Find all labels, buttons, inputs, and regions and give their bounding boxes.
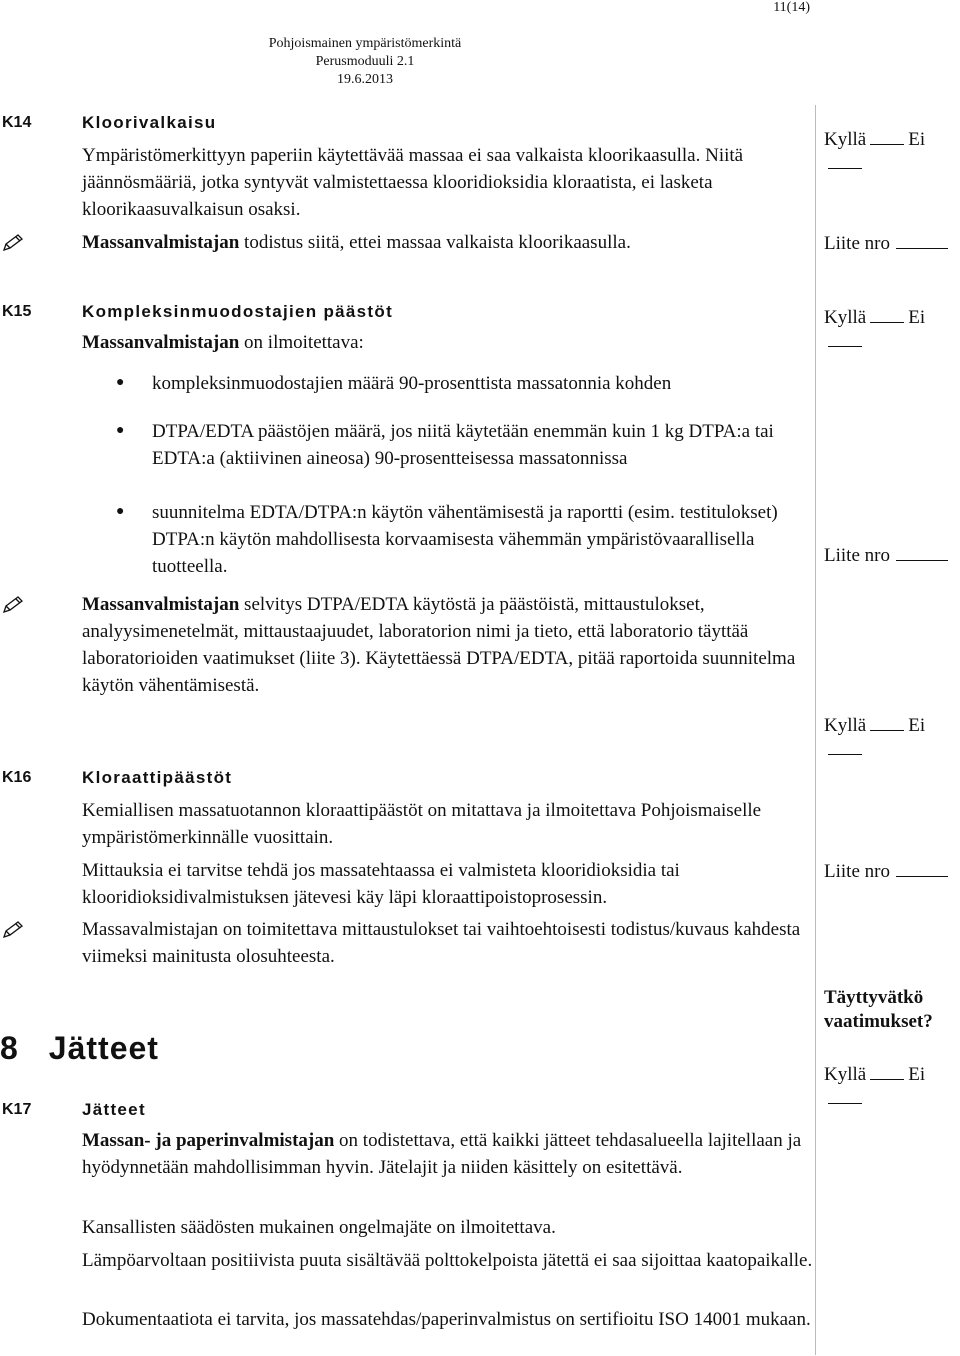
k14-yes-no [824, 128, 960, 176]
no-label: Ei [908, 1064, 926, 1085]
attachment-label: Liite nro [824, 233, 890, 254]
k16-note: Massavalmistajan on toimitettava mittaustulokset tai vaihtoehtoisesti todistus/kuvaus kahdesta viimeksi mainitusta olosuhteesta. [82, 919, 801, 967]
pencil-note-icon [2, 596, 24, 614]
header-date: 19.6.2013 [337, 72, 393, 87]
k14-code: K14 [2, 114, 32, 131]
k16-paragraph-1: Kemiallisen massatuotannon kloraattipäästöt on mitattava ja ilmoitettava Pohjoismaiselle ympäristömerkinnälle vuosittain. [82, 800, 762, 848]
yes-label: Kyllä [824, 1064, 867, 1085]
k14-text: Ympäristömerkittyyn paperiin käytettävää massaa ei saa valkaista kloorikaasulla. Niitä jäännösmääriä, jotka syntyvät valmistettaessa klooridioksidia kloraatista, ei lasketa kloorikaasuvalkaisun osaksi. [82, 145, 744, 220]
k17-title: Jätteet [82, 1100, 146, 1119]
yes-label: Kyllä [824, 129, 867, 150]
yes-label: Kyllä [824, 307, 867, 328]
k14-note [82, 229, 817, 256]
fulfils-question [824, 986, 933, 1034]
k15-intro-text: on ilmoitettava: [239, 332, 364, 353]
header-org: Pohjoismainen ympäristömerkintä [268, 36, 462, 51]
section-heading [0, 1030, 159, 1067]
bullet-marker: ● [116, 504, 125, 519]
k17-paragraph-2: Kansallisten säädösten mukainen ongelmajäte on ilmoitettava. [82, 1217, 556, 1238]
k15-note-bold: Massanvalmistajan [82, 594, 240, 615]
k16-code: K16 [2, 769, 32, 786]
section-number: 8 [0, 1030, 19, 1066]
attachment-label: Liite nro [824, 861, 890, 882]
no-label: Ei [908, 129, 926, 150]
k14-title: Kloorivalkaisu [82, 113, 217, 132]
section-title: Jätteet [48, 1030, 159, 1066]
k17-p1-bold: Massan- ja paperinvalmistajan [82, 1130, 335, 1151]
no-blank[interactable] [828, 168, 862, 169]
k15-bullet-1: kompleksinmuodostajien määrä 90-prosenttista massatonnia kohden [152, 373, 672, 394]
k15-note-text: selvitys DTPA/EDTA käytöstä ja päästöistä, mittaustulokset, analyysimenetelmät, mittaustaajuudet, laboratorion nimi ja tieto, että laboratorio täyttää laboratorioiden vaatimukset (liite 3). Käytettäessä DTPA/EDTA, pitää raportoida suunnitelma käytön vähentämisestä. [82, 594, 796, 696]
header-module: Perusmoduuli 2.1 [315, 54, 415, 69]
k16-attachment [824, 860, 948, 884]
k15-title: Kompleksinmuodostajien päästöt [82, 302, 394, 321]
attachment-blank[interactable] [896, 560, 948, 561]
k16-paragraph-2: Mittauksia ei tarvitse tehdä jos massatehtaassa ei valmisteta klooridioksidia tai klooridioksidivalmistuksen jätevesi käy läpi kloraattipoistoprosessin. [82, 860, 680, 908]
k17-paragraph-1 [82, 1127, 817, 1181]
fulfils-line-2: vaatimukset? [824, 1011, 933, 1032]
fulfils-line-1: Täyttyvätkö [824, 987, 924, 1008]
yes-blank[interactable] [870, 730, 904, 731]
yes-blank[interactable] [870, 322, 904, 323]
pencil-note-icon [2, 234, 24, 252]
yes-label: Kyllä [824, 715, 867, 736]
k15-yes-no [824, 306, 960, 354]
no-label: Ei [908, 307, 926, 328]
k17-code: K17 [2, 1101, 32, 1118]
yes-blank[interactable] [870, 144, 904, 145]
attachment-blank[interactable] [896, 248, 948, 249]
k17-p1-text: on todistettava, että kaikki jätteet tehdasalueella lajitellaan ja hyödynnetään mahdollisimman hyvin. Jätelajit ja niiden käsittely on esitettävä. [82, 1130, 802, 1178]
no-blank[interactable] [828, 1103, 862, 1104]
attachment-label: Liite nro [824, 545, 890, 566]
page-number: 11(14) [773, 0, 810, 15]
yes-blank[interactable] [870, 1079, 904, 1080]
k14-note-bold: Massanvalmistajan [82, 232, 240, 253]
no-label: Ei [908, 715, 926, 736]
k15-bullet-3: suunnitelma EDTA/DTPA:n käytön vähentämisestä ja raportti (esim. testitulokset) DTPA:n käytön mahdollisesta korvaamisesta vähemmän ympäristövaarallisella tuotteella. [152, 502, 778, 577]
k17-yes-no [824, 1063, 960, 1111]
bullet-marker: ● [116, 423, 125, 438]
bullet-marker: ● [116, 375, 125, 390]
k16-title: Kloraattipäästöt [82, 768, 233, 787]
k15-intro [82, 329, 817, 356]
k15-note [82, 591, 817, 699]
k15-attachment [824, 544, 948, 568]
k17-paragraph-3: Lämpöarvoltaan positiivista puuta sisältävää polttokelpoista jätettä ei saa sijoittaa kaatopaikalle. [82, 1250, 813, 1271]
no-blank[interactable] [828, 346, 862, 347]
pencil-note-icon [2, 921, 24, 939]
k14-attachment [824, 232, 948, 256]
k15-intro-bold: Massanvalmistajan [82, 332, 240, 353]
no-blank[interactable] [828, 754, 862, 755]
k15-code: K15 [2, 303, 32, 320]
k14-note-text: todistus siitä, ettei massaa valkaista kloorikaasulla. [239, 232, 631, 253]
k16-yes-no [824, 714, 960, 762]
attachment-blank[interactable] [896, 876, 948, 877]
k17-paragraph-4: Dokumentaatiota ei tarvita, jos massatehdas/paperinvalmistus on sertifioitu ISO 14001 mukaan. [82, 1309, 811, 1330]
k15-bullet-2: DTPA/EDTA päästöjen määrä, jos niitä käytetään enemmän kuin 1 kg DTPA:a tai EDTA:a (aktiivinen aineosa) 90-prosentteisessa massatonnissa [152, 421, 774, 469]
